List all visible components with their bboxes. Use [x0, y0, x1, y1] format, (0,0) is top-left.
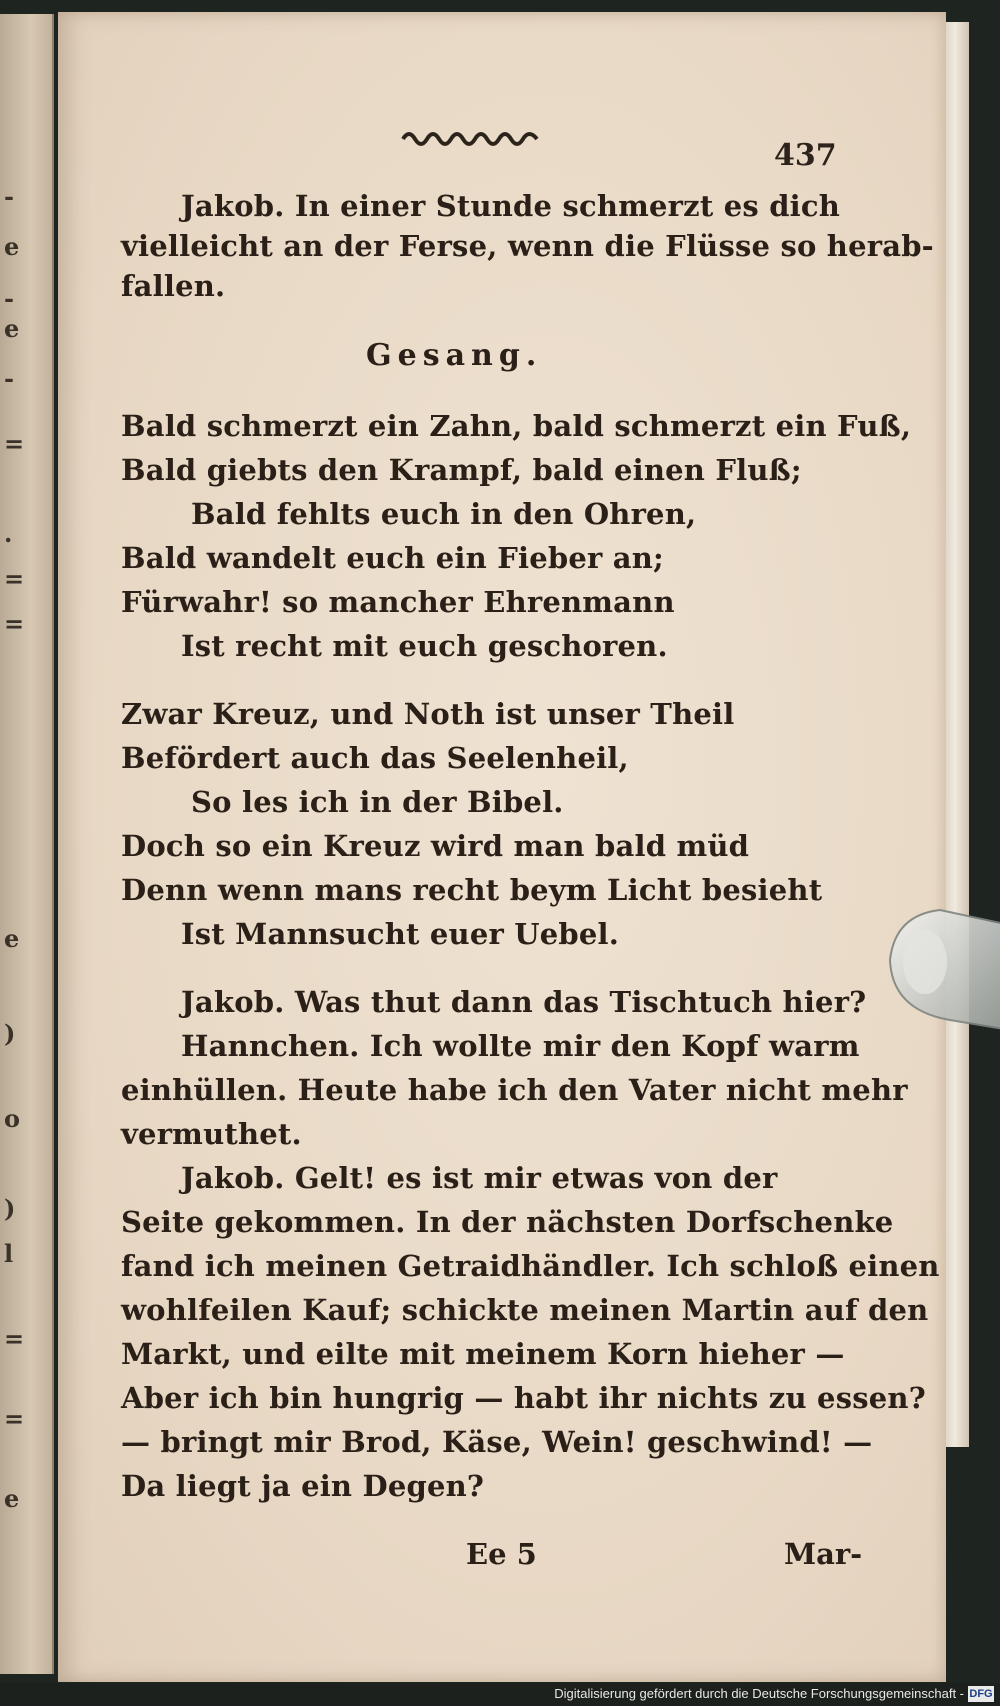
section-heading: Gesang.: [366, 338, 543, 373]
verse-line: Fürwahr! so mancher Ehrenmann: [121, 585, 675, 619]
left-page-fragment: =: [4, 1404, 25, 1433]
left-page-fragment: e: [4, 314, 20, 343]
left-page-fragment: ): [4, 1194, 16, 1223]
verse-line: Ist Mannsucht euer Uebel.: [181, 917, 620, 951]
left-page-fragment: o: [4, 1104, 21, 1133]
text-line: Da liegt ja ein Degen?: [121, 1469, 485, 1503]
ornamental-rule-icon: [401, 127, 541, 149]
left-page-fragment: -: [4, 364, 14, 393]
text-line: vermuthet.: [121, 1117, 302, 1151]
left-page-fragment: -: [4, 284, 14, 313]
text-line: Hannchen. Ich wollte mir den Kopf warm: [181, 1029, 860, 1063]
text-line: fallen.: [121, 269, 226, 303]
footer-credit: Digitalisierung gefördert durch die Deutsche Forschungsgemeinschaft -: [554, 1686, 964, 1701]
left-page-fragment: e: [4, 924, 20, 953]
verse-line: Bald schmerzt ein Zahn, bald schmerzt ein Fuß,: [121, 409, 912, 443]
left-page-fragment: .: [4, 519, 13, 548]
verse-line: Bald wandelt euch ein Fieber an;: [121, 541, 664, 575]
left-page-fragment: e: [4, 1484, 20, 1513]
text-line: — bringt mir Brod, Käse, Wein! geschwind! —: [121, 1425, 873, 1459]
text-line: wohlfeilen Kauf; schickte meinen Martin auf den: [121, 1293, 929, 1327]
text-line: Jakob. Was thut dann das Tischtuch hier?: [181, 985, 867, 1019]
verse-line: Zwar Kreuz, und Noth ist unser Theil: [121, 697, 735, 731]
footer-bar: [0, 1683, 1000, 1706]
verse-line: Ist recht mit euch geschoren.: [181, 629, 668, 663]
left-page-fragment: -: [4, 182, 14, 211]
text-line: vielleicht an der Ferse, wenn die Flüsse so herab-: [121, 229, 934, 263]
verse-line: Bald giebts den Krampf, bald einen Fluß;: [121, 453, 802, 487]
text-line: Jakob. Gelt! es ist mir etwas von der: [181, 1161, 778, 1195]
dfg-logo-icon: DFG: [969, 1688, 993, 1700]
text-line: Seite gekommen. In der nächsten Dorfschenke: [121, 1205, 894, 1239]
page-holder-clip-icon: [880, 900, 1000, 1050]
verse-line: Befördert auch das Seelenheil,: [121, 741, 629, 775]
text-line: Markt, und eilte mit meinem Korn hieher —: [121, 1337, 845, 1371]
verse-line: Bald fehlts euch in den Ohren,: [191, 497, 697, 531]
left-page-fragment: l: [4, 1239, 14, 1268]
left-page-edge: [0, 14, 54, 1674]
catchword: Mar-: [784, 1537, 863, 1571]
page-number: 437: [774, 138, 837, 173]
book-page: [58, 12, 946, 1682]
left-page-fragment: =: [4, 429, 25, 458]
text-line: einhüllen. Heute habe ich den Vater nicht mehr: [121, 1073, 908, 1107]
text-line: fand ich meinen Getraidhändler. Ich schloß einen: [121, 1249, 940, 1283]
verse-line: So les ich in der Bibel.: [191, 785, 564, 819]
left-page-fragment: =: [4, 1324, 25, 1353]
left-page-fragment: e: [4, 232, 20, 261]
text-line: Aber ich bin hungrig — habt ihr nichts zu essen?: [121, 1381, 926, 1415]
verse-line: Doch so ein Kreuz wird man bald müd: [121, 829, 750, 863]
text-line: Jakob. In einer Stunde schmerzt es dich: [181, 189, 841, 223]
left-page-fragment: =: [4, 564, 25, 593]
verse-line: Denn wenn mans recht beym Licht besieht: [121, 873, 823, 907]
left-page-fragment: ): [4, 1019, 16, 1048]
signature-mark: Ee 5: [466, 1537, 537, 1571]
left-page-fragment: =: [4, 609, 25, 638]
